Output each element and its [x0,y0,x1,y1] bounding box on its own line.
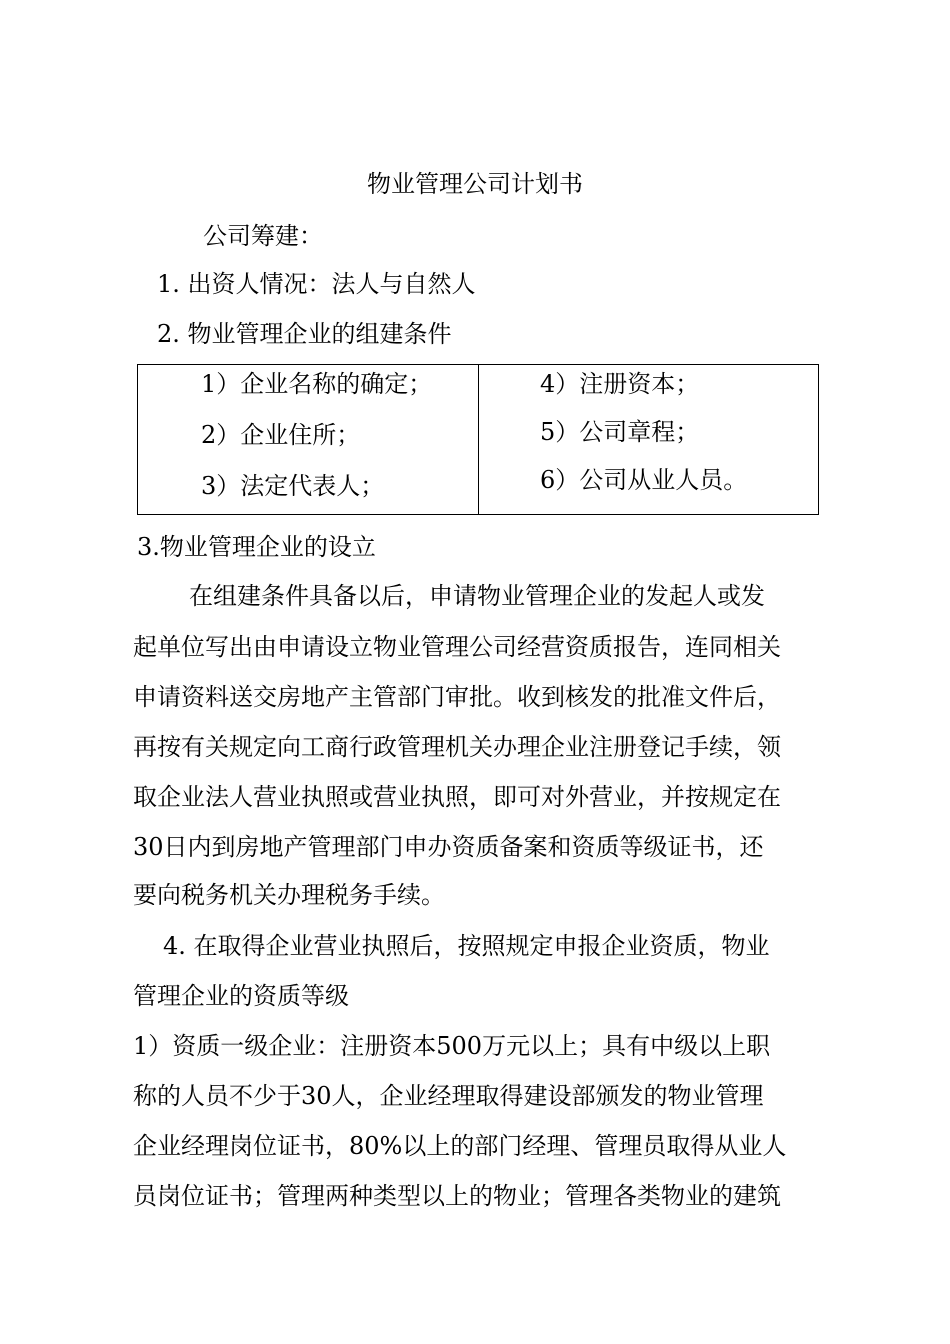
item-3-paragraph-line: 申请资料送交房地产主管部门审批。收到核发的批准文件后， [133,683,781,711]
section-heading: 公司筹建： [203,222,323,250]
grade-1-paragraph-line: 员岗位证书；管理两种类型以上的物业；管理各类物业的建筑 [133,1182,781,1210]
condition-item: 1）企业名称的确定； [201,370,433,398]
conditions-table [137,364,819,515]
item-2: 2. 物业管理企业的组建条件 [157,320,452,348]
item-3-paragraph-line: 30日内到房地产管理部门申办资质备案和资质等级证书，还 [133,833,764,861]
condition-item: 4）注册资本； [540,370,700,398]
conditions-right-column [478,365,818,514]
grade-1-paragraph-line: 1）资质一级企业：注册资本500万元以上；具有中级以上职 [133,1032,771,1060]
grade-1-paragraph-line: 企业经理岗位证书，80%以上的部门经理、管理员取得从业人 [133,1132,787,1160]
item-3-paragraph-line: 在组建条件具备以后，申请物业管理企业的发起人或发 [189,582,765,610]
item-4-heading-line: 管理企业的资质等级 [133,982,349,1010]
item-3-paragraph-line: 取企业法人营业执照或营业执照，即可对外营业，并按规定在 [133,783,781,811]
item-4-heading-line: 4. 在取得企业营业执照后，按照规定申报企业资质，物业 [163,932,770,960]
item-3-heading: 3.物业管理企业的设立 [137,533,376,561]
document-title: 物业管理公司计划书 [367,170,583,198]
condition-item: 6）公司从业人员。 [540,466,748,494]
condition-item: 3）法定代表人； [201,472,385,500]
item-3-paragraph-line: 再按有关规定向工商行政管理机关办理企业注册登记手续，领 [133,733,781,761]
condition-item: 2）企业住所； [201,421,361,449]
item-3-paragraph-line: 要向税务机关办理税务手续。 [133,881,445,909]
item-3-paragraph-line: 起单位写出由申请设立物业管理公司经营资质报告，连同相关 [133,633,781,661]
item-1: 1. 出资人情况：法人与自然人 [157,270,476,298]
condition-item: 5）公司章程； [540,418,700,446]
conditions-left-column [138,365,479,514]
grade-1-paragraph-line: 称的人员不少于30人，企业经理取得建设部颁发的物业管理 [133,1082,764,1110]
